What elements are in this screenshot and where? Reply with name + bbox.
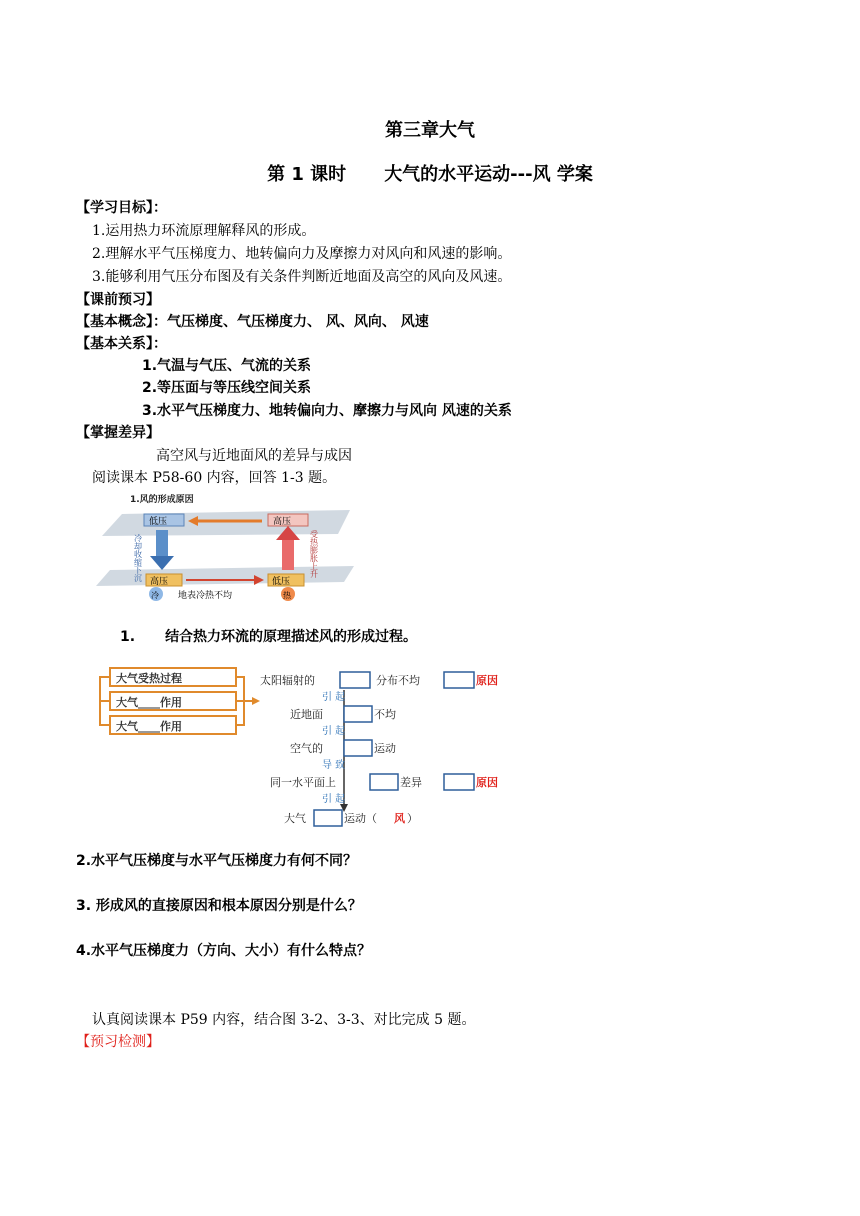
step-4-text: 同一水平面上 bbox=[270, 776, 336, 789]
test-heading: 【预习检测】 bbox=[76, 1034, 160, 1050]
cause-label-1: 原因 bbox=[476, 674, 498, 687]
blank-box-2 bbox=[344, 706, 372, 722]
objective-3: 3.能够利用气压分布图及有关条件判断近地面及高空的风向及风速。 bbox=[92, 269, 512, 285]
link-4: 引 起 bbox=[322, 794, 346, 805]
figure1-bottom-left: 高压 bbox=[150, 577, 169, 587]
question-1-text: 结合热力环流的原理描述风的形成过程。 bbox=[165, 629, 418, 645]
basic-concepts-text: 气压梯度、气压梯度力、 风、风向、 风速 bbox=[167, 314, 429, 330]
question-1 bbox=[120, 626, 417, 646]
step-2-after: 不均 bbox=[374, 708, 396, 721]
differences-heading: 【掌握差异】 bbox=[76, 425, 160, 441]
link-1: 引 起 bbox=[322, 692, 346, 703]
left-box-group bbox=[100, 668, 260, 734]
blank-box-4 bbox=[370, 774, 398, 790]
relation-1: 1.气温与气压、气流的关系 bbox=[142, 358, 312, 374]
basic-concepts bbox=[76, 311, 429, 331]
cause-label-2: 原因 bbox=[476, 776, 498, 789]
blank-box-1 bbox=[340, 672, 370, 688]
preview-heading: 【课前预习】 bbox=[76, 292, 160, 308]
question-2: 2.水平气压梯度与水平气压梯度力有何不同？ bbox=[76, 853, 358, 869]
figure1-top-left: 低压 bbox=[149, 517, 168, 527]
cause-box-1 bbox=[444, 672, 474, 688]
objectives-heading: 【学习目标】： bbox=[76, 200, 167, 216]
figure1-cold: 冷 bbox=[151, 591, 159, 600]
reading-instruction-2: 认真阅读课本 P59 内容，结合图 3-2、3-3、对比完成 5 题。 bbox=[92, 1012, 476, 1028]
thermal-circulation-figure bbox=[92, 490, 354, 602]
step-5-after: 运动（ bbox=[344, 812, 377, 825]
close-paren: ） bbox=[407, 812, 418, 825]
lesson-name: 大气的水平运动---风 学案 bbox=[384, 164, 593, 185]
left-box-3: 大气____作用 bbox=[116, 720, 182, 733]
step-1-text: 太阳辐射的 bbox=[260, 674, 315, 687]
link-3: 导 致 bbox=[322, 760, 346, 771]
left-box-2: 大气____作用 bbox=[116, 696, 182, 709]
step-1-after: 分布不均 bbox=[376, 674, 420, 687]
blank-box-3 bbox=[344, 740, 372, 756]
figure1-top-right: 高压 bbox=[273, 517, 292, 527]
question-4: 4.水平气压梯度力（方向、大小）有什么特点？ bbox=[76, 943, 372, 959]
figure1-ground: 地表冷热不均 bbox=[178, 591, 233, 601]
differences-instruction: 阅读课本 P58-60 内容，回答 1-3 题。 bbox=[92, 470, 337, 486]
relation-2: 2.等压面与等压线空间关系 bbox=[142, 380, 312, 396]
figure1-bottom-right: 低压 bbox=[272, 577, 291, 587]
wind-label: 风 bbox=[394, 812, 405, 825]
question-3: 3. 形成风的直接原因和根本原因分别是什么？ bbox=[76, 898, 362, 914]
step-4-after: 差异 bbox=[400, 776, 422, 789]
chapter-title: 第三章大气 bbox=[385, 120, 475, 141]
step-5-text: 大气 bbox=[284, 812, 306, 825]
objective-2: 2.理解水平气压梯度力、地转偏向力及摩擦力对风向和风速的影响。 bbox=[92, 246, 512, 262]
objective-1: 1.运用热力环流原理解释风的形成。 bbox=[92, 223, 316, 239]
basic-relations-heading: 【基本关系】： bbox=[76, 336, 167, 352]
lesson-title bbox=[0, 160, 860, 186]
figure1-title: 1.风的形成原因 bbox=[130, 495, 194, 505]
figure1-hot: 热 bbox=[283, 591, 291, 600]
figure1-right-side: 受热膨胀上升 bbox=[309, 530, 319, 578]
differences-subtitle: 高空风与近地面风的差异与成因 bbox=[156, 448, 352, 464]
lesson-number: 第 1 课时 bbox=[267, 164, 347, 185]
link-2: 引 起 bbox=[322, 726, 346, 737]
question-1-number: 1. bbox=[120, 629, 136, 645]
blank-box-5 bbox=[314, 810, 342, 826]
figure1-left-side: 冷却收缩下沉 bbox=[133, 534, 143, 582]
step-2-text: 近地面 bbox=[290, 708, 323, 721]
relation-3: 3.水平气压梯度力、地转偏向力、摩擦力与风向 风速的关系 bbox=[142, 403, 512, 419]
cause-box-2 bbox=[444, 774, 474, 790]
step-3-after: 运动 bbox=[374, 742, 396, 755]
wind-formation-flowchart bbox=[94, 662, 514, 830]
step-3-text: 空气的 bbox=[290, 742, 323, 755]
left-box-1: 大气受热过程 bbox=[116, 672, 182, 685]
basic-concepts-heading: 【基本概念】： bbox=[76, 314, 167, 330]
